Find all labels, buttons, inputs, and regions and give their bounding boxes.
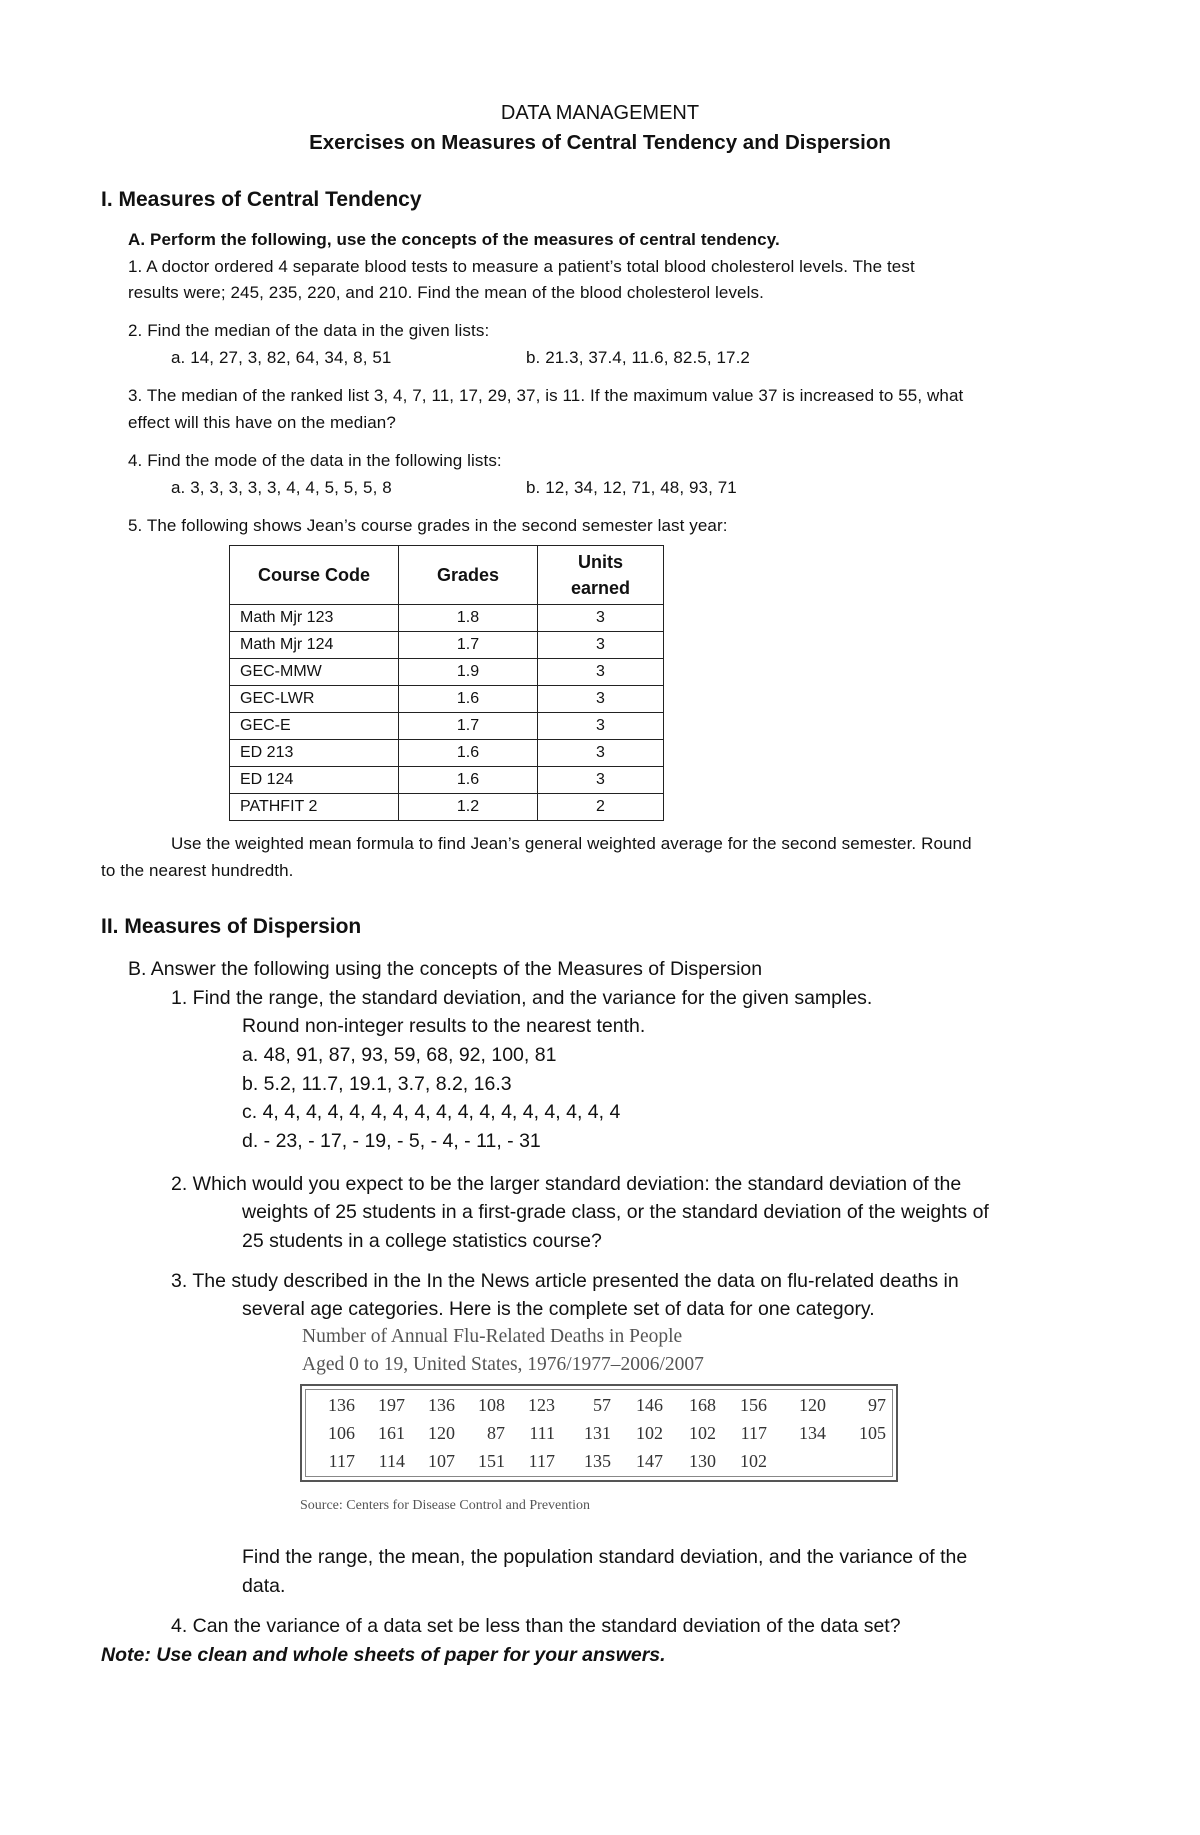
part-a-instruction: A. Perform the following, use the concepts of the measures of central tendency. — [128, 230, 780, 249]
table-row — [230, 740, 664, 767]
flu-table-caption-line-1: Number of Annual Flu-Related Deaths in People — [302, 1326, 683, 1347]
grade-cell: 1.2 — [399, 794, 538, 821]
flu-value: 156 — [740, 1395, 767, 1415]
grade-cell: 1.6 — [399, 686, 538, 713]
course-code-cell: Math Mjr 124 — [230, 632, 399, 659]
flu-value: 105 — [859, 1423, 886, 1443]
flu-table-source: Source: Centers for Disease Control and Prevention — [300, 1498, 591, 1513]
flu-value: 168 — [689, 1395, 716, 1415]
course-code-cell: ED 213 — [230, 740, 399, 767]
table-row — [230, 686, 664, 713]
grade-cell: 1.8 — [399, 605, 538, 632]
units-cell: 3 — [538, 659, 664, 686]
dispersion-question-1b: b. 5.2, 11.7, 19.1, 3.7, 8.2, 16.3 — [242, 1073, 512, 1095]
dispersion-question-1-subtext: Round non-integer results to the nearest tenth. — [242, 1015, 646, 1037]
course-code-cell: GEC-E — [230, 713, 399, 740]
dispersion-question-3-find-line-1: Find the range, the mean, the population standard deviation, and the variance of the — [242, 1546, 968, 1568]
course-code-cell: Math Mjr 123 — [230, 605, 399, 632]
flu-value: 151 — [478, 1451, 505, 1471]
question-3-line-1: 3. The median of the ranked list 3, 4, 7, 11, 17, 29, 37, is 11. If the maximum value 37 is increased to 55, what — [128, 386, 964, 405]
table-row — [230, 659, 664, 686]
flu-value: 57 — [593, 1395, 611, 1415]
flu-value: 117 — [328, 1451, 355, 1471]
grade-cell: 1.9 — [399, 659, 538, 686]
flu-value: 108 — [478, 1395, 505, 1415]
dispersion-question-2-line-3: 25 students in a college statistics course? — [242, 1230, 602, 1252]
flu-value: 136 — [328, 1395, 355, 1415]
flu-value: 147 — [636, 1451, 663, 1471]
flu-value: 197 — [378, 1395, 405, 1415]
flu-value: 120 — [799, 1395, 826, 1415]
dispersion-question-2-line-1: 2. Which would you expect to be the larger standard deviation: the standard deviation of the — [171, 1173, 962, 1195]
course-code-cell: GEC-MMW — [230, 659, 399, 686]
table-row — [230, 605, 664, 632]
table-row — [230, 713, 664, 740]
flu-value: 117 — [528, 1451, 555, 1471]
document-subtitle: Exercises on Measures of Central Tendency and Dispersion — [309, 131, 891, 154]
section-heading-central-tendency: I. Measures of Central Tendency — [101, 188, 422, 211]
course-code-cell: PATHFIT 2 — [230, 794, 399, 821]
units-cell: 3 — [538, 632, 664, 659]
flu-value: 106 — [328, 1423, 355, 1443]
flu-table-row — [308, 1423, 896, 1449]
flu-table-row — [308, 1451, 896, 1477]
flu-value: 146 — [636, 1395, 663, 1415]
flu-value: 123 — [528, 1395, 555, 1415]
grade-cell: 1.7 — [399, 713, 538, 740]
flu-deaths-table — [300, 1384, 898, 1482]
units-cell: 3 — [538, 713, 664, 740]
dispersion-question-4: 4. Can the variance of a data set be less than the standard deviation of the data set? — [171, 1615, 901, 1637]
grade-cell: 1.6 — [399, 767, 538, 794]
part-b-instruction: B. Answer the following using the concepts of the Measures of Dispersion — [128, 958, 763, 980]
flu-value: 136 — [428, 1395, 455, 1415]
flu-value: 114 — [378, 1451, 405, 1471]
flu-value: 134 — [799, 1423, 826, 1443]
course-code-cell: GEC-LWR — [230, 686, 399, 713]
question-1-line-2: results were; 245, 235, 220, and 210. Find the mean of the blood cholesterol levels. — [128, 283, 764, 302]
flu-table-row — [308, 1395, 896, 1421]
flu-table-caption-line-2: Aged 0 to 19, United States, 1976/1977–2006/2007 — [302, 1354, 704, 1375]
question-1-line-1: 1. A doctor ordered 4 separate blood tests to measure a patient’s total blood cholesterol levels. The test — [128, 257, 915, 276]
flu-value: 102 — [636, 1423, 663, 1443]
dispersion-question-2-line-2: weights of 25 students in a first-grade class, or the standard deviation of the weights of — [242, 1201, 989, 1223]
grades-table-header — [230, 546, 664, 605]
units-cell: 3 — [538, 767, 664, 794]
section-heading-dispersion: II. Measures of Dispersion — [101, 915, 362, 938]
question-4a: a. 3, 3, 3, 3, 3, 4, 4, 5, 5, 5, 8 — [171, 478, 392, 497]
table-row — [230, 794, 664, 821]
course-code-cell: ED 124 — [230, 767, 399, 794]
flu-value: 102 — [689, 1423, 716, 1443]
dispersion-question-1: 1. Find the range, the standard deviation, and the variance for the given samples. — [171, 987, 873, 1009]
flu-value: 111 — [529, 1423, 555, 1443]
flu-value: 131 — [584, 1423, 611, 1443]
flu-value: 135 — [584, 1451, 611, 1471]
question-2a: a. 14, 27, 3, 82, 64, 34, 8, 51 — [171, 348, 392, 367]
units-cell: 2 — [538, 794, 664, 821]
question-5-instruction-line-1: Use the weighted mean formula to find Jean’s general weighted average for the second semester. Round — [171, 834, 972, 853]
flu-value: 120 — [428, 1423, 455, 1443]
flu-value: 102 — [740, 1451, 767, 1471]
question-5-instruction-line-2: to the nearest hundredth. — [101, 861, 294, 880]
flu-value: 161 — [378, 1423, 405, 1443]
units-cell: 3 — [538, 605, 664, 632]
answer-sheet-note: Note: Use clean and whole sheets of paper for your answers. — [101, 1644, 666, 1666]
flu-value: 87 — [487, 1423, 505, 1443]
flu-value: 97 — [868, 1395, 886, 1415]
units-cell: 3 — [538, 740, 664, 767]
question-5: 5. The following shows Jean’s course grades in the second semester last year: — [128, 516, 728, 535]
question-2: 2. Find the median of the data in the given lists: — [128, 321, 490, 340]
flu-value: 117 — [740, 1423, 767, 1443]
question-2b: b. 21.3, 37.4, 11.6, 82.5, 17.2 — [526, 348, 750, 367]
question-3-line-2: effect will this have on the median? — [128, 413, 396, 432]
grade-cell: 1.7 — [399, 632, 538, 659]
table-row — [230, 632, 664, 659]
header-grades: Grades — [399, 546, 538, 605]
document-title: DATA MANAGEMENT — [500, 102, 700, 124]
flu-value: 130 — [689, 1451, 716, 1471]
grade-cell: 1.6 — [399, 740, 538, 767]
flu-value: 107 — [428, 1451, 455, 1471]
table-row — [230, 767, 664, 794]
dispersion-question-3-line-1: 3. The study described in the In the News article presented the data on flu-related deaths in — [171, 1270, 959, 1292]
dispersion-question-3-line-2: several age categories. Here is the complete set of data for one category. — [242, 1298, 875, 1320]
question-4: 4. Find the mode of the data in the following lists: — [128, 451, 502, 470]
dispersion-question-1d: d. - 23, - 17, - 19, - 5, - 4, - 11, - 31 — [242, 1130, 541, 1152]
header-units-earned: Units earned — [538, 546, 664, 605]
dispersion-question-3-find-line-2: data. — [242, 1575, 286, 1597]
grades-table — [229, 545, 664, 821]
dispersion-question-1c: c. 4, 4, 4, 4, 4, 4, 4, 4, 4, 4, 4, 4, 4, 4, 4, 4, 4 — [242, 1101, 621, 1123]
question-4b: b. 12, 34, 12, 71, 48, 93, 71 — [526, 478, 737, 497]
dispersion-question-1a: a. 48, 91, 87, 93, 59, 68, 92, 100, 81 — [242, 1044, 557, 1066]
header-course-code: Course Code — [230, 546, 399, 605]
units-cell: 3 — [538, 686, 664, 713]
